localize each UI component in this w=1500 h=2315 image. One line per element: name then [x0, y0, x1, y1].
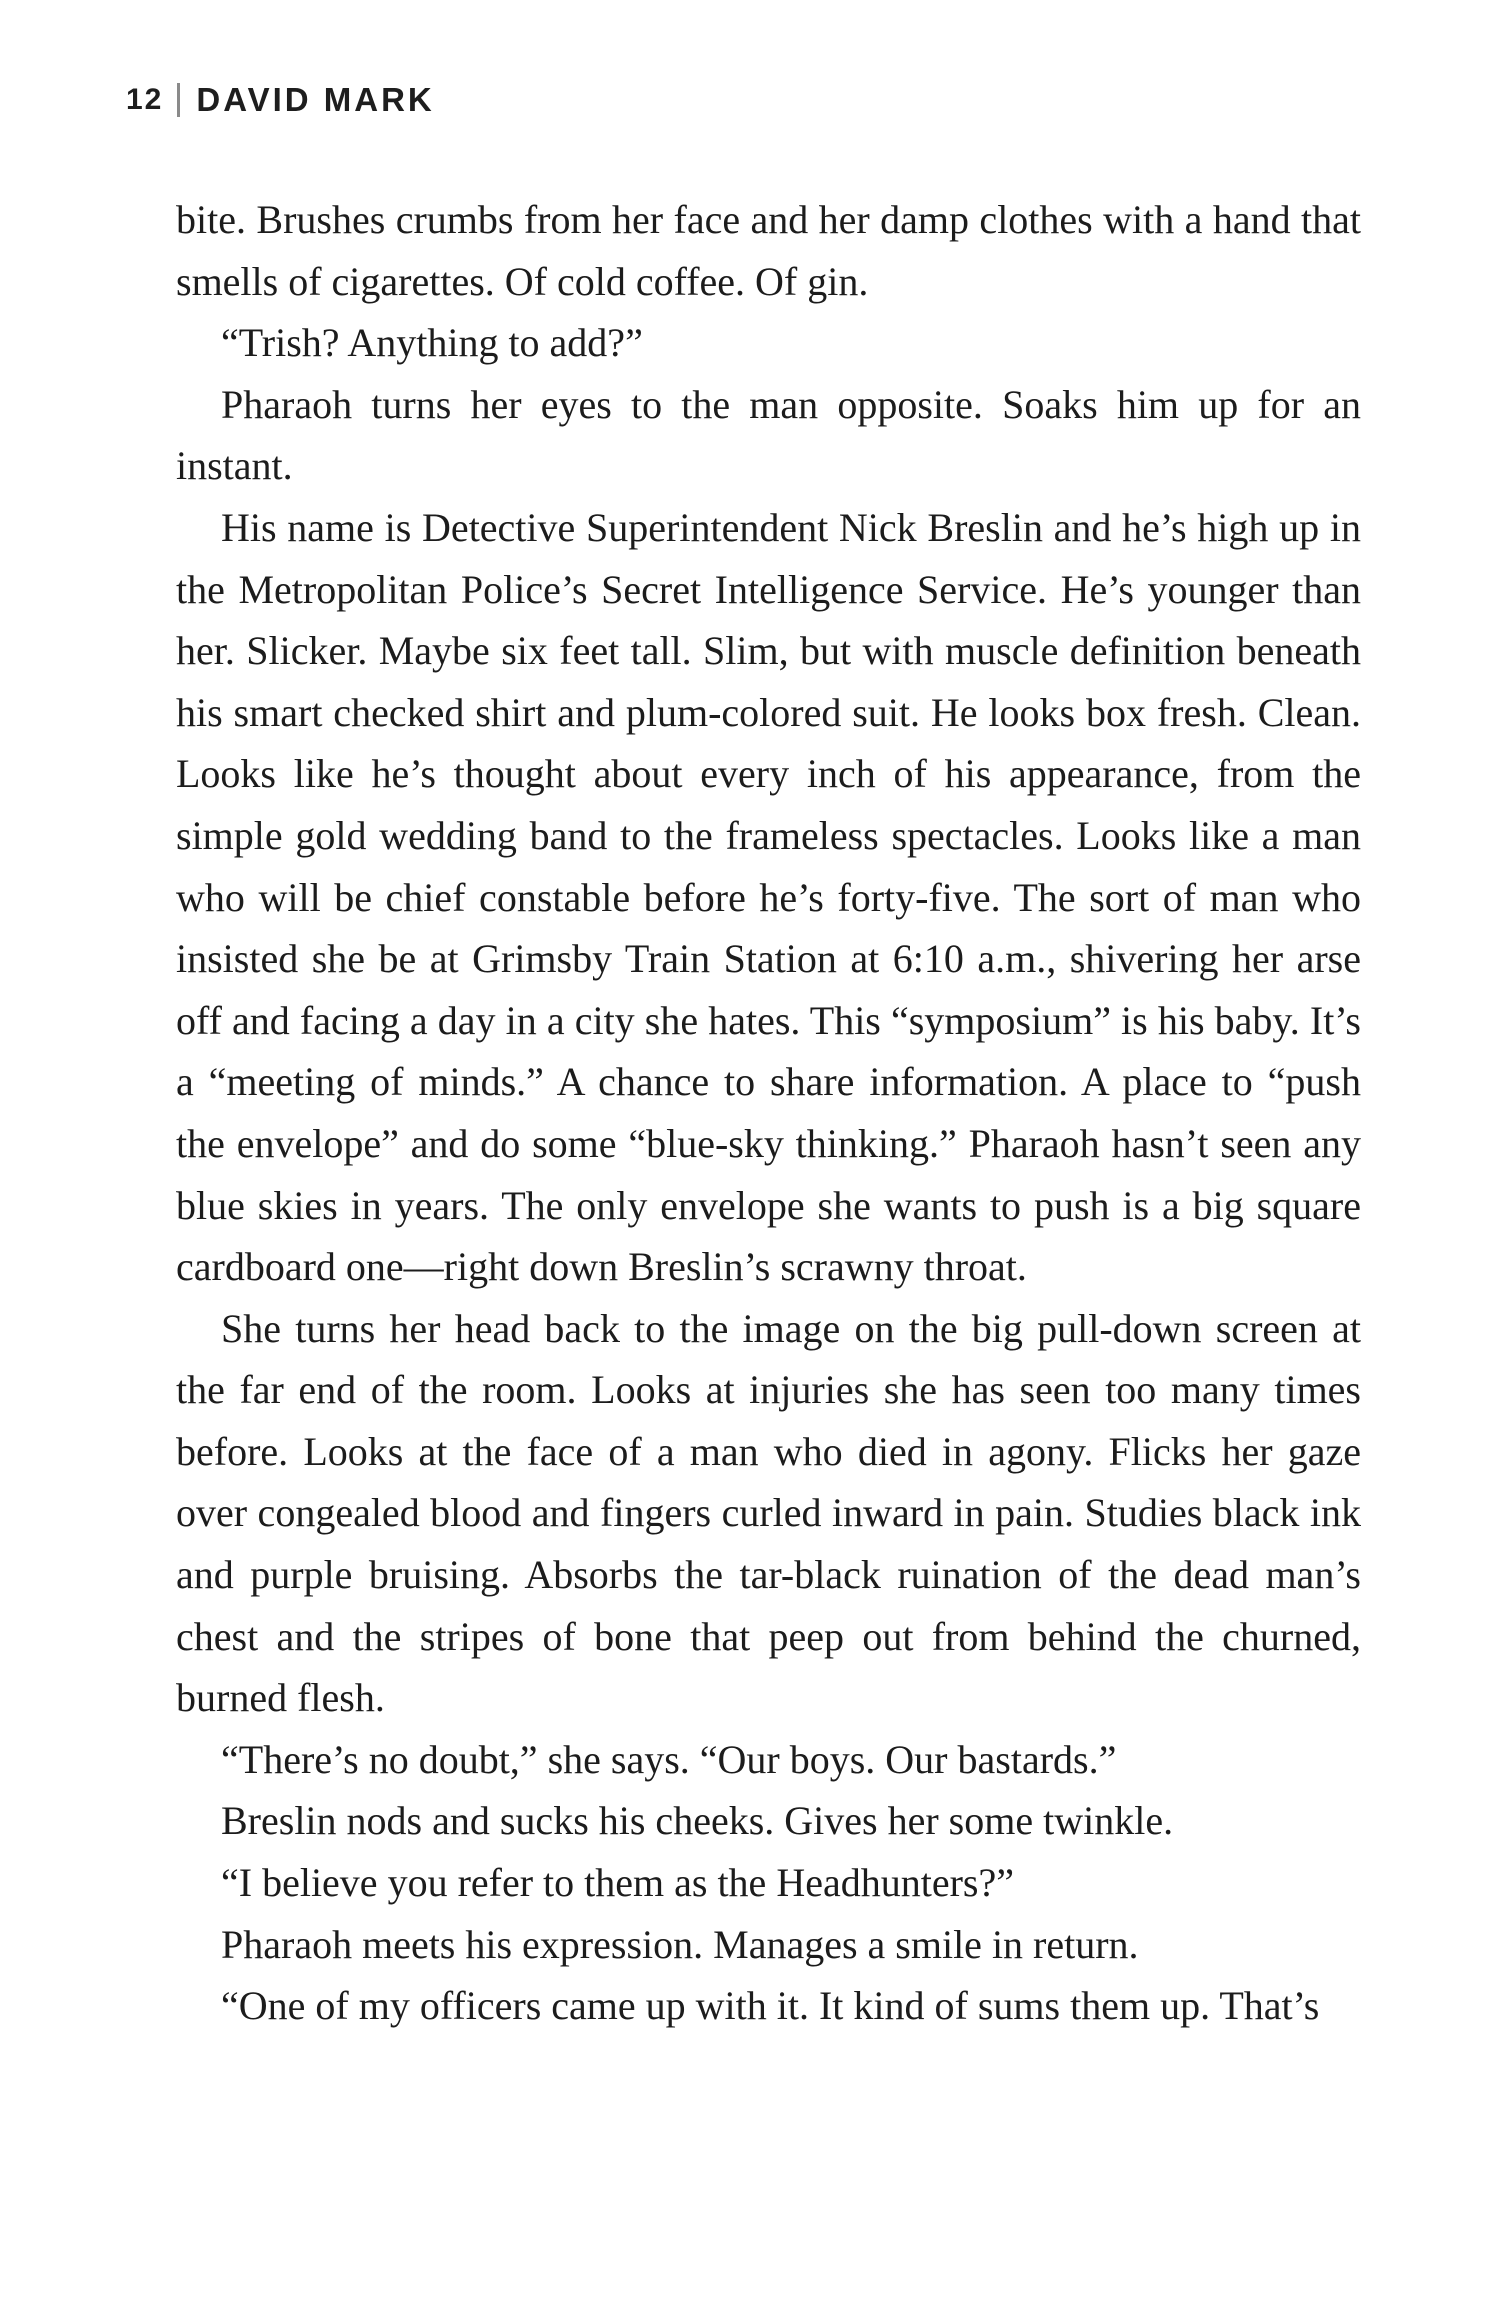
running-header	[126, 78, 435, 122]
paragraph: “There’s no doubt,” she says. “Our boys. Our bastards.”	[221, 1736, 1117, 1782]
paragraph: Pharaoh meets his expression. Manages a smile in return.	[221, 1921, 1139, 1967]
header-separator	[177, 83, 180, 117]
paragraph: His name is Detective Superintendent Nick Breslin and he’s high up in the Metropolitan Police’s Secret Intelligence Service. He’s younger than her. Slicker. Maybe six feet tall. Slim, but with muscle definition beneath his smart checked shirt and plum-colored suit. He looks box fresh. Clean. Looks like he’s thought about every inch of his appearance, from the simple gold wedding band to the frameless spectacles. Looks like a man who will be chief constable before he’s forty-five. The sort of man who insisted she be at Grimsby Train Station at 6:10 a.m., shivering her arse off and facing a day in a city she hates. This “symposium” is his baby. It’s a “meeting of minds.” A chance to share information. A place to “push the envelope” and do some “blue-sky thinking.” Pharaoh hasn’t seen any blue skies in years. The only envelope she wants to push is a big square cardboard one—right down Breslin’s scrawny throat.	[176, 504, 1361, 1290]
paragraph: bite. Brushes crumbs from her face and her damp clothes with a hand that smells of cigarettes. Of cold coffee. Of gin.	[176, 197, 1361, 304]
paragraph: She turns her head back to the image on the big pull-down screen at the far end of the room. Looks at injuries she has seen too many times before. Looks at the face of a man who died in agony. Flicks her gaze over congealed blood and fingers curled inward in pain. Studies black ink and purple bruising. Absorbs the tar-black ruination of the dead man’s chest and the stripes of bone that peep out from behind the churned, burned flesh.	[176, 1305, 1361, 1721]
page-body	[176, 189, 1361, 2037]
author-name: DAVID MARK	[196, 81, 435, 118]
paragraph: “Trish? Anything to add?”	[221, 320, 643, 366]
paragraph: “I believe you refer to them as the Headhunters?”	[221, 1860, 1014, 1906]
paragraph: Breslin nods and sucks his cheeks. Gives her some twinkle.	[221, 1798, 1174, 1844]
page-number: 12	[126, 83, 164, 116]
paragraph: “One of my officers came up with it. It kind of sums them up. That’s	[221, 1983, 1320, 2029]
paragraph: Pharaoh turns her eyes to the man opposite. Soaks him up for an instant.	[176, 381, 1361, 489]
